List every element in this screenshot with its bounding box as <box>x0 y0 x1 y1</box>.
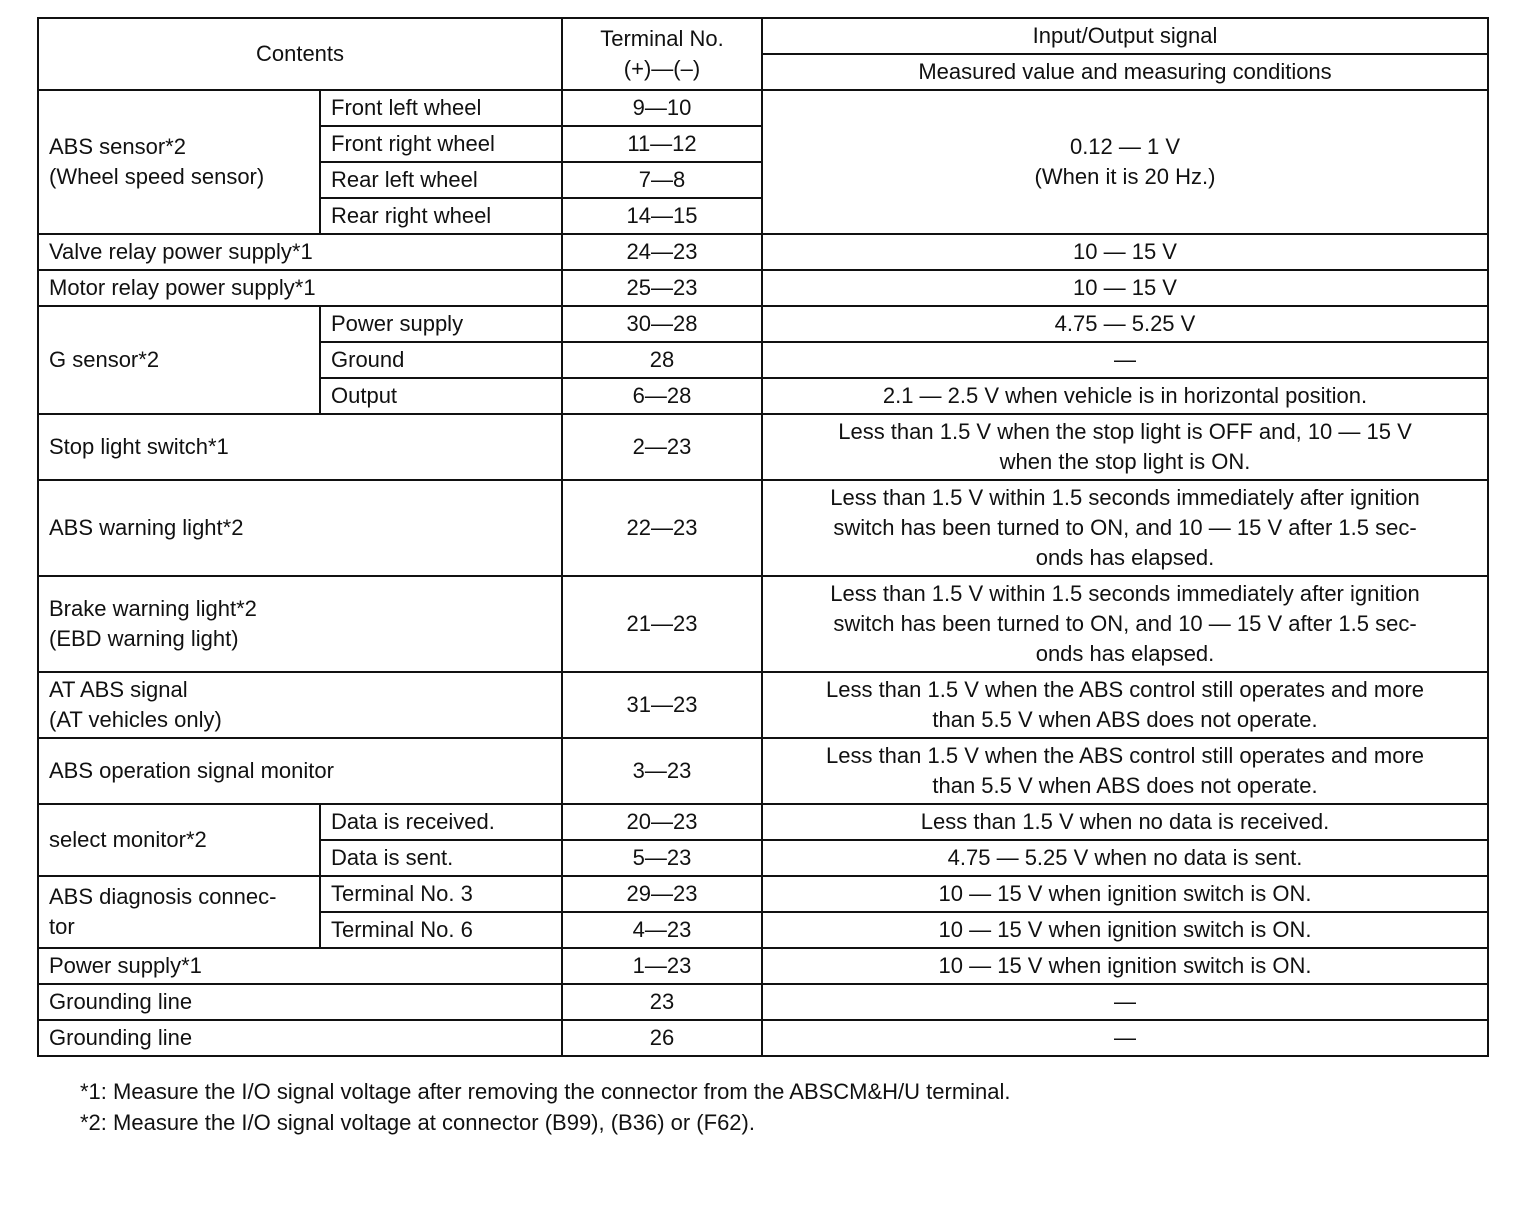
g-sensor-value: — <box>762 342 1488 378</box>
abs-sensor-sub: Front right wheel <box>320 126 562 162</box>
g-sensor-terminal: 30—28 <box>562 306 762 342</box>
abs-sensor-label-line1: ABS sensor*2 <box>49 134 186 159</box>
g-sensor-label: G sensor*2 <box>38 306 320 414</box>
header-terminal-line1: Terminal No. <box>600 26 724 51</box>
brake-warning-value-line3: onds has elapsed. <box>1035 641 1215 666</box>
abs-warning-terminal: 22—23 <box>562 480 762 576</box>
io-signal-table <box>37 17 1489 1057</box>
footnote-1: *1: Measure the I/O signal voltage after removing the connector from the ABSCM&H/U terminal. <box>80 1079 1011 1104</box>
table-row <box>38 270 1488 306</box>
at-abs-value-line2: than 5.5 V when ABS does not operate. <box>932 707 1318 732</box>
brake-warning-value-line1: Less than 1.5 V within 1.5 seconds immediately after ignition <box>830 581 1420 606</box>
brake-warning-label <box>38 576 562 672</box>
at-abs-value <box>762 672 1488 738</box>
table-row <box>38 948 1488 984</box>
power-supply-value: 10 — 15 V when ignition switch is ON. <box>762 948 1488 984</box>
grounding-line-label: Grounding line <box>38 984 562 1020</box>
grounding-line-value: — <box>762 1020 1488 1056</box>
table-row <box>38 672 1488 738</box>
motor-relay-label: Motor relay power supply*1 <box>38 270 562 306</box>
brake-warning-label-line1: Brake warning light*2 <box>49 596 257 621</box>
grounding-line-terminal: 26 <box>562 1020 762 1056</box>
diag-connector-label-line2: tor <box>49 914 75 939</box>
header-signal: Input/Output signal <box>762 18 1488 54</box>
power-supply-label: Power supply*1 <box>38 948 562 984</box>
valve-relay-value: 10 — 15 V <box>762 234 1488 270</box>
abs-warning-value-line1: Less than 1.5 V within 1.5 seconds immediately after ignition <box>830 485 1420 510</box>
table-row <box>38 738 1488 804</box>
abs-sensor-terminal: 9—10 <box>562 90 762 126</box>
header-contents-text: Contents <box>255 41 345 66</box>
abs-sensor-value <box>762 90 1488 234</box>
g-sensor-sub: Power supply <box>320 306 562 342</box>
table-row <box>38 576 1488 672</box>
diag-connector-terminal: 4—23 <box>562 912 762 948</box>
brake-warning-value <box>762 576 1488 672</box>
footnote-2: *2: Measure the I/O signal voltage at connector (B99), (B36) or (F62). <box>80 1110 755 1135</box>
g-sensor-value: 2.1 — 2.5 V when vehicle is in horizontal position. <box>762 378 1488 414</box>
table-row <box>38 1020 1488 1056</box>
grounding-line-terminal: 23 <box>562 984 762 1020</box>
abs-sensor-value-line2: (When it is 20 Hz.) <box>1034 164 1216 189</box>
at-abs-value-line1: Less than 1.5 V when the ABS control still operates and more <box>825 677 1425 702</box>
header-measured: Measured value and measuring conditions <box>762 54 1488 90</box>
table-row <box>38 414 1488 480</box>
select-monitor-value: Less than 1.5 V when no data is received. <box>762 804 1488 840</box>
brake-warning-value-line2: switch has been turned to ON, and 10 — 15 V after 1.5 sec- <box>833 611 1417 636</box>
table-row <box>38 876 1488 912</box>
at-abs-label-line1: AT ABS signal <box>49 677 188 702</box>
g-sensor-terminal: 28 <box>562 342 762 378</box>
at-abs-label <box>38 672 562 738</box>
abs-sensor-sub: Rear right wheel <box>320 198 562 234</box>
table-row <box>38 480 1488 576</box>
select-monitor-sub: Data is sent. <box>320 840 562 876</box>
abs-sensor-value-line1: 0.12 — 1 V <box>1069 134 1181 159</box>
abs-warning-label: ABS warning light*2 <box>38 480 562 576</box>
stop-light-terminal: 2—23 <box>562 414 762 480</box>
diag-connector-label-line1: ABS diagnosis connec- <box>49 884 277 909</box>
diag-connector-label <box>38 876 320 948</box>
at-abs-terminal: 31—23 <box>562 672 762 738</box>
header-terminal-line2: (+)—(–) <box>623 56 701 81</box>
diag-connector-sub: Terminal No. 3 <box>320 876 562 912</box>
grounding-line-value: — <box>762 984 1488 1020</box>
diag-connector-value: 10 — 15 V when ignition switch is ON. <box>762 912 1488 948</box>
abs-sensor-sub: Front left wheel <box>320 90 562 126</box>
header-contents <box>38 18 562 90</box>
footnotes <box>80 1076 1011 1138</box>
select-monitor-value: 4.75 — 5.25 V when no data is sent. <box>762 840 1488 876</box>
diag-connector-value: 10 — 15 V when ignition switch is ON. <box>762 876 1488 912</box>
stop-light-value-line1: Less than 1.5 V when the stop light is OFF and, 10 — 15 V <box>838 419 1412 444</box>
g-sensor-terminal: 6—28 <box>562 378 762 414</box>
abs-warning-value-line2: switch has been turned to ON, and 10 — 15 V after 1.5 sec- <box>833 515 1417 540</box>
select-monitor-terminal: 5—23 <box>562 840 762 876</box>
motor-relay-value: 10 — 15 V <box>762 270 1488 306</box>
abs-operation-terminal: 3—23 <box>562 738 762 804</box>
g-sensor-sub: Ground <box>320 342 562 378</box>
select-monitor-label: select monitor*2 <box>38 804 320 876</box>
stop-light-value <box>762 414 1488 480</box>
abs-operation-value <box>762 738 1488 804</box>
header-row <box>38 18 1488 54</box>
diag-connector-sub: Terminal No. 6 <box>320 912 562 948</box>
brake-warning-terminal: 21—23 <box>562 576 762 672</box>
valve-relay-terminal: 24—23 <box>562 234 762 270</box>
valve-relay-label: Valve relay power supply*1 <box>38 234 562 270</box>
table-row <box>38 90 1488 126</box>
abs-warning-value-line3: onds has elapsed. <box>1035 545 1215 570</box>
motor-relay-terminal: 25—23 <box>562 270 762 306</box>
abs-warning-value <box>762 480 1488 576</box>
power-supply-terminal: 1—23 <box>562 948 762 984</box>
abs-sensor-sub: Rear left wheel <box>320 162 562 198</box>
at-abs-label-line2: (AT vehicles only) <box>49 707 222 732</box>
header-terminal <box>562 18 762 90</box>
g-sensor-value: 4.75 — 5.25 V <box>762 306 1488 342</box>
abs-sensor-label <box>38 90 320 234</box>
abs-operation-value-line2: than 5.5 V when ABS does not operate. <box>932 773 1318 798</box>
abs-operation-label: ABS operation signal monitor <box>38 738 562 804</box>
table-row <box>38 306 1488 342</box>
stop-light-value-line2: when the stop light is ON. <box>999 449 1251 474</box>
table-row <box>38 804 1488 840</box>
table-row <box>38 234 1488 270</box>
abs-sensor-terminal: 11—12 <box>562 126 762 162</box>
abs-sensor-terminal: 7—8 <box>562 162 762 198</box>
abs-sensor-terminal: 14—15 <box>562 198 762 234</box>
select-monitor-sub: Data is received. <box>320 804 562 840</box>
diag-connector-terminal: 29—23 <box>562 876 762 912</box>
stop-light-label: Stop light switch*1 <box>38 414 562 480</box>
abs-operation-value-line1: Less than 1.5 V when the ABS control still operates and more <box>825 743 1425 768</box>
g-sensor-sub: Output <box>320 378 562 414</box>
grounding-line-label: Grounding line <box>38 1020 562 1056</box>
abs-sensor-label-line2: (Wheel speed sensor) <box>49 164 265 189</box>
select-monitor-terminal: 20—23 <box>562 804 762 840</box>
table-row <box>38 984 1488 1020</box>
brake-warning-label-line2: (EBD warning light) <box>49 626 239 651</box>
